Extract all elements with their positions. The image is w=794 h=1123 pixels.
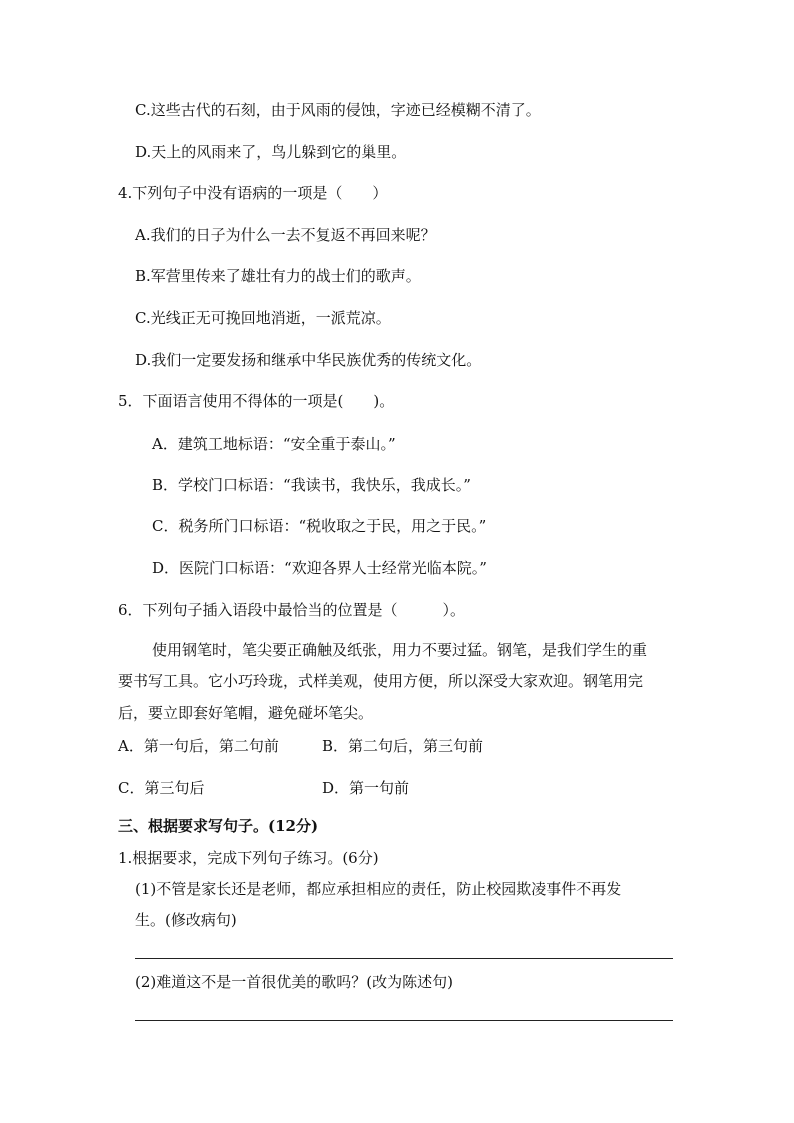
q4-stem: 4.下列句子中没有语病的一项是（ ） (118, 184, 388, 202)
q5-option-a: A．建筑工地标语：“安全重于泰山。” (152, 435, 396, 453)
answer-line-2[interactable] (135, 1020, 673, 1021)
q5-option-c: C．税务所门口标语：“税收取之于民，用之于民。” (152, 517, 487, 535)
q6-option-b: B．第二句后，第三句前 (322, 737, 484, 755)
q3-option-d: D.天上的风雨来了，鸟儿躲到它的巢里。 (135, 143, 407, 161)
q4-option-c: C.光线正无可挽回地消逝，一派荒凉。 (135, 309, 391, 327)
q5-option-d: D．医院门口标语：“欢迎各界人士经常光临本院。” (152, 559, 487, 577)
q5-option-b: B．学校门口标语：“我读书，我快乐，我成长。” (152, 476, 471, 494)
q3-option-c: C.这些古代的石刻，由于风雨的侵蚀，字迹已经模糊不清了。 (135, 101, 541, 119)
section-3-q1-stem: 1.根据要求，完成下列句子练习。(6分) (118, 849, 379, 867)
section-3-item-1-line-2: 生。(修改病句) (135, 911, 237, 929)
answer-line-1[interactable] (135, 958, 673, 959)
q4-option-a: A.我们的日子为什么一去不复返不再回来呢？ (135, 226, 436, 244)
q6-passage-line-2: 要书写工具。它小巧玲珑，式样美观，使用方便，所以深受大家欢迎。钢笔用完 (118, 672, 644, 690)
q6-stem: 6．下列句子插入语段中最恰当的位置是（ ）。 (118, 601, 466, 619)
q6-option-a: A．第一句后，第二句前 (118, 737, 279, 755)
q6-passage-line-1: 使用钢笔时，笔尖要正确触及纸张，用力不要过猛。钢笔，是我们学生的重 (152, 641, 648, 659)
section-3-title: 三、根据要求写句子。(12分) (118, 817, 319, 835)
q6-option-c: C．第三句后 (118, 779, 205, 797)
section-3-item-1-line-1: (1)不管是家长还是老师，都应承担相应的责任，防止校园欺凌事件不再发 (135, 880, 622, 898)
q4-option-b: B.军营里传来了雄壮有力的战士们的歌声。 (135, 267, 421, 285)
q6-passage-line-3: 后，要立即套好笔帽，避免碰坏笔尖。 (118, 704, 374, 722)
q5-stem: 5．下面语言使用不得体的一项是( )。 (118, 392, 395, 410)
q4-option-d: D.我们一定要发扬和继承中华民族优秀的传统文化。 (135, 351, 482, 369)
q6-option-d: D．第一句前 (322, 779, 410, 797)
section-3-item-2: (2)难道这不是一首很优美的歌吗？(改为陈述句) (135, 973, 453, 991)
